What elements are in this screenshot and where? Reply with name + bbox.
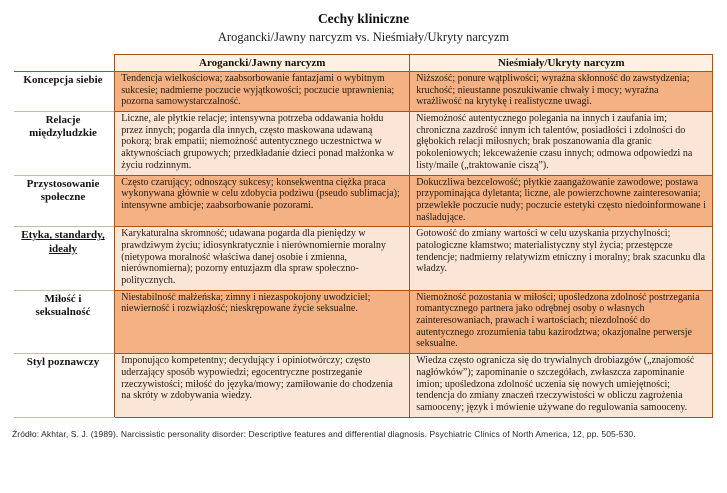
page-subtitle: Arogancki/Jawny narcyzm vs. Nieśmiały/Ukryty narcyzm xyxy=(217,30,510,44)
row-label-milosc-i-seksualnosc: Miłość i seksualność xyxy=(14,290,115,353)
table-header-row xyxy=(14,55,713,72)
source-citation: Źródło: Akhtar, S. J. (1989). Narcissistic personality disorder: Descriptive features and differential diagnosis. Psychiatric Clinics of North America, 12, pp. 505-530. xyxy=(12,428,636,439)
row-label-przystosowanie-spoleczne: Przystosowanie społeczne xyxy=(14,175,115,227)
cell-overt: Karykaturalna skromność; udawana pogarda dla pieniędzy w prawdziwym życiu; idiosynkratycznie i nierównomiernie moralny (nietypowa moralność właściwa danej osobie i zmienna, nierównomierna); pozorny entuzjazm dla spraw społeczno-politycznych. xyxy=(115,227,410,290)
comparison-table xyxy=(14,54,714,418)
cell-overt: Niestabilność małżeńska; zimny i niezaspokojony uwodziciel; niewierność i rozwiązłość; nieskrępowane życie seksualne. xyxy=(115,290,410,353)
cell-overt: Liczne, ale płytkie relacje; intensywna potrzeba oddawania hołdu przez innych; pogarda dla innych, często maskowana udawaną pokorą; brak empatii; niemożność autentycznego uczestnictwa w aktywnościach grupowych; przedkładanie dzieci ponad małżonka w życiu rodzinnym. xyxy=(115,112,410,175)
cell-covert: Wiedza często ogranicza się do trywialnych drobiazgów („znajomość nagłówków”); zapominanie o szczegółach, zwłaszcza zapominanie imion; upośledzona zdolność uczenia się nowych umiejętności; tendencja do zmiany znaczeń rzeczywistości w obliczu zagrożenia samooceny; język i mówienie używane do regulowania samooceny. xyxy=(410,354,713,417)
corner-cell xyxy=(14,55,115,72)
row-label-etyka-standardy-idealy: Etyka, standardy, ideały xyxy=(14,227,115,290)
cell-overt: Tendencja wielkościowa; zaabsorbowanie fantazjami o wybitnym sukcesie; nadmierne poczucie wyjątkowości; poczucie uprawnienia; pozorna samowystarczalność. xyxy=(115,72,410,112)
cell-covert: Niemożność autentycznego polegania na innych i zaufania im; chroniczna zazdrość innym ich talentów, posiadłości i zdolności do głębokich relacji miłosnych; brak poszanowania dla granic pokoleniowych; lekceważenie czasu innych; odmowa odpowiedzi na listy/maile („traktowanie ciszą”). xyxy=(410,112,713,175)
column-header-covert: Nieśmiały/Ukryty narcyzm xyxy=(410,55,713,72)
cell-overt: Imponująco kompetentny; decydujący i opiniotwórczy; często uderzający sposób wypowiedzi; egocentryczne postrzeganie rzeczywistości; miłość do języka/mowy; zamiłowanie do chodzenia na skróty w zdobywania wiedzy. xyxy=(115,354,410,417)
table-row xyxy=(14,72,713,112)
table-row xyxy=(14,112,713,175)
table-row xyxy=(14,175,713,227)
cell-covert: Gotowość do zmiany wartości w celu uzyskania przychylności; patologiczne kłamstwo; materialistyczny styl życia; przestępcze tendencje; nadmierny relatywizm etniczny i moralny; brak szacunku dla władzy. xyxy=(410,227,713,290)
title-block xyxy=(0,11,727,45)
row-label-styl-poznawczy: Styl poznawczy xyxy=(14,354,115,417)
cell-covert: Dokuczliwa bezcelowość; płytkie zaangażowanie zawodowe; postawa przypominająca dyletanta; liczne, ale powierzchowne zainteresowania; przewlekłe poczucie nudy; poczucie estetyki często niedoinformowane i naśladujące. xyxy=(410,175,713,227)
page-title: Cechy kliniczne xyxy=(317,11,410,26)
table-row xyxy=(14,290,713,353)
cell-covert: Niemożność pozostania w miłości; upośledzona zdolność postrzegania romantycznego partnera jako odrębnej osoby o własnych zainteresowaniach, prawach i wartościach; niezdolność do autentycznego zrozumienia tabu kazirodztwa; okazjonalne perwersje seksualne. xyxy=(410,290,713,353)
column-header-overt: Arogancki/Jawny narcyzm xyxy=(115,55,410,72)
row-label-koncepcja-siebie: Koncepcja siebie xyxy=(14,72,115,112)
table-row xyxy=(14,227,713,290)
document-page xyxy=(0,11,727,493)
cell-overt: Często czarujący; odnoszący sukcesy; konsekwentna ciężka praca wykonywana głównie w celu zdobycia podziwu (pseudo sublimacja); intensywne ambicje; zaabsorbowanie pozorami. xyxy=(115,175,410,227)
cell-covert: Niższość; ponure wątpliwości; wyraźna skłonność do zawstydzenia; kruchość; nieustanne poszukiwanie chwały i mocy; wyraźna wrażliwość na krytykę i realistyczne uwagi. xyxy=(410,72,713,112)
row-label-relacje-miedzyludzkie: Relacje międzyludzkie xyxy=(14,112,115,175)
table-row xyxy=(14,354,713,417)
